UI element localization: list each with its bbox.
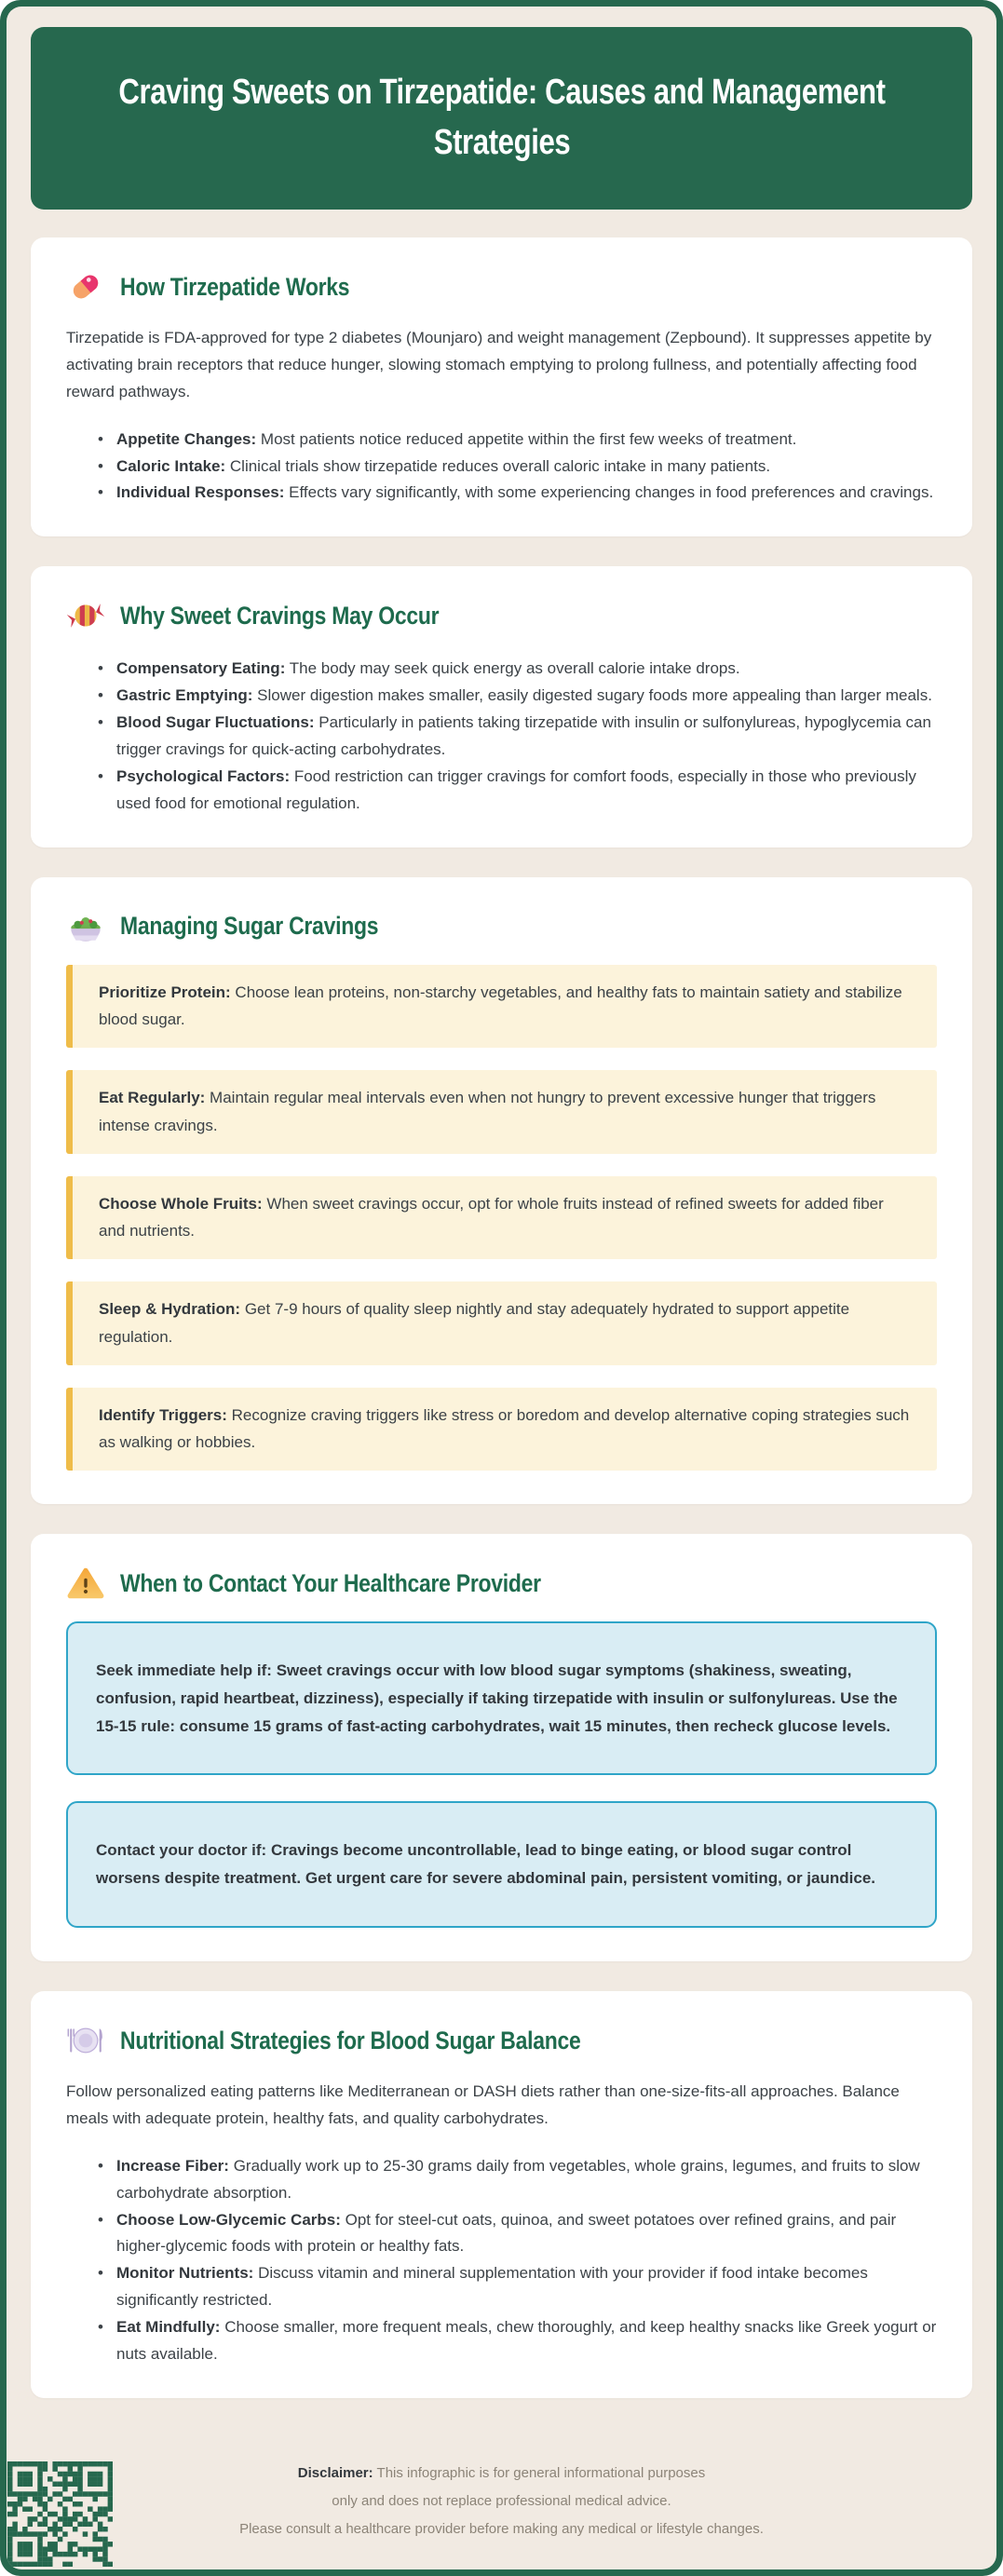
tip-label: Sleep & Hydration:: [99, 1300, 241, 1319]
list-item: [98, 2260, 937, 2314]
item-text: Choose smaller, more frequent meals, chew thoroughly, and keep healthy snacks like Greek yogurt or nuts available.: [116, 2318, 937, 2363]
disclaimer-line: Disclaimer: This infographic is for general informational purposes: [297, 2464, 706, 2481]
item-text: Gradually work up to 25-30 grams daily from vegetables, whole grains, legumes, and fruits to slow carbohydrate absorption.: [116, 2156, 920, 2202]
item-text: Opt for steel-cut oats, quinoa, and sweet potatoes over refined grains, and pair higher-glycemic foods with protein or healthy fats.: [116, 2210, 897, 2256]
tip-label: Identify Triggers:: [99, 1405, 227, 1424]
list-item: [98, 710, 937, 764]
section-nutritional-strategies: [31, 1991, 972, 2398]
section-title: Managing Sugar Cravings: [120, 912, 379, 941]
tip-box: [66, 1070, 937, 1154]
list-item: [98, 2153, 937, 2207]
item-text: Clinical trials show tirzepatide reduces overall caloric intake in many patients.: [229, 456, 771, 475]
list-item: [98, 480, 937, 507]
section-intro: Tirzepatide is FDA-approved for type 2 diabetes (Mounjaro) and weight management (Zepbound). It suppresses appetite by activating brain receptors that reduce hunger, slowing stomach emptying to prolong fullness, and potentially affecting food reward pathways.: [66, 329, 932, 400]
list-item: [98, 656, 937, 683]
item-text: The body may seek quick energy as overall calorie intake drops.: [289, 659, 740, 678]
tip-text: Choose lean proteins, non-starchy vegetables, and healthy fats to maintain satiety and stabilize blood sugar.: [99, 983, 902, 1029]
alert-text: Sweet cravings occur with low blood sugar symptoms (shakiness, sweating, confusion, rapid heartbeat, dizziness), especially if taking tirzepatide with insulin or sulfonylureas. Use the 15-15 rule: consume 15 grams of fast-acting carbohydrates, wait 15 minutes, then recheck glucose levels.: [96, 1661, 898, 1735]
item-label: Individual Responses:: [116, 483, 285, 502]
tip-text: Maintain regular meal intervals even when not hungry to prevent excessive hunger that triggers intense cravings.: [99, 1089, 876, 1134]
item-label: Gastric Emptying:: [116, 686, 253, 705]
section-heading: [66, 907, 937, 946]
item-label: Caloric Intake:: [116, 456, 226, 475]
section-how-tirzepatide-works: [31, 237, 972, 536]
tip-label: Prioritize Protein:: [99, 983, 231, 1001]
plate-icon: [66, 2021, 105, 2060]
disclaimer-label: Disclaimer:: [297, 2464, 373, 2481]
list-item: [98, 2314, 937, 2368]
item-label: Monitor Nutrients:: [116, 2264, 254, 2283]
page-canvas: [7, 7, 996, 2569]
tip-box: [66, 1176, 937, 1260]
qr-code-icon: [7, 2461, 113, 2567]
bullet-list: [66, 656, 937, 817]
alert-label: Contact your doctor if:: [96, 1841, 267, 1860]
alert-text: Cravings become uncontrollable, lead to binge eating, or blood sugar control worsens despite treatment. Get urgent care for severe abdominal pain, persistent vomiting, or jaundice.: [96, 1841, 875, 1888]
section-title: Nutritional Strategies for Blood Sugar Balance: [120, 2026, 581, 2054]
section-title: Why Sweet Cravings May Occur: [120, 602, 440, 630]
list-item: [98, 427, 937, 454]
item-label: Choose Low-Glycemic Carbs:: [116, 2210, 341, 2229]
section-title: How Tirzepatide Works: [120, 272, 350, 301]
disclaimer-line: Please consult a healthcare provider before making any medical or lifestyle changes.: [239, 2520, 764, 2537]
tip-box: [66, 965, 937, 1049]
item-label: Psychological Factors:: [116, 766, 291, 785]
item-text: Particularly in patients taking tirzepatide with insulin or sulfonylureas, hypoglycemia can trigger cravings for quick-acting carbohydrates.: [116, 713, 931, 759]
list-item: [98, 683, 937, 710]
item-text: Slower digestion makes smaller, easily digested sugary foods more appealing than larger meals.: [257, 686, 932, 705]
item-label: Increase Fiber:: [116, 2156, 229, 2175]
list-item: [98, 454, 937, 481]
alert-box: [66, 1621, 937, 1775]
item-text: Food restriction can trigger cravings for comfort foods, especially in those who previously used food for emotional regulation.: [116, 766, 916, 812]
page-title: Craving Sweets on Tirzepatide: Causes and Management Strategies: [117, 73, 886, 162]
section-heading: [66, 596, 937, 635]
item-text: Discuss vitamin and mineral supplementation with your provider if food intake becomes significantly restricted.: [116, 2264, 868, 2310]
section-managing-sugar-cravings: [31, 877, 972, 1505]
tip-label: Choose Whole Fruits:: [99, 1194, 263, 1213]
item-label: Appetite Changes:: [116, 429, 257, 448]
alert-label: Seek immediate help if:: [96, 1661, 272, 1680]
pill-icon: [66, 267, 105, 306]
tip-text: Get 7-9 hours of quality sleep nightly and stay adequately hydrated to support appetite regulation.: [99, 1300, 850, 1346]
section-intro: Follow personalized eating patterns like Mediterranean or DASH diets rather than one-size-fits-all approaches. Balance meals with adequate protein, healthy fats, and quality carbohydrates.: [66, 2081, 900, 2127]
page-footer: [31, 2428, 972, 2569]
section-title: When to Contact Your Healthcare Provider: [120, 1568, 541, 1597]
bullet-list: [66, 2153, 937, 2368]
section-heading: [66, 267, 937, 306]
salad-icon: [66, 907, 105, 946]
section-contact-provider: [31, 1534, 972, 1961]
item-text: Most patients notice reduced appetite within the first few weeks of treatment.: [260, 429, 797, 448]
disclaimer: [31, 2428, 972, 2543]
tip-text: Recognize craving triggers like stress or boredom and develop alternative coping strategies such as walking or hobbies.: [99, 1405, 910, 1452]
item-text: Effects vary significantly, with some experiencing changes in food preferences and cravings.: [289, 483, 934, 502]
tip-box: [66, 1388, 937, 1471]
tip-label: Eat Regularly:: [99, 1089, 206, 1107]
disclaimer-line: only and does not replace professional medical advice.: [332, 2492, 671, 2509]
list-item: [98, 2207, 937, 2261]
list-item: [98, 764, 937, 818]
alert-box: [66, 1801, 937, 1928]
section-why-sweet-cravings: [31, 566, 972, 847]
warning-icon: [66, 1564, 105, 1603]
header-banner: [31, 27, 972, 210]
section-heading: [66, 2021, 937, 2060]
tip-box: [66, 1281, 937, 1365]
item-label: Blood Sugar Fluctuations:: [116, 713, 315, 732]
section-heading: [66, 1564, 937, 1603]
bullet-list: [66, 427, 937, 508]
item-label: Eat Mindfully:: [116, 2318, 221, 2337]
item-label: Compensatory Eating:: [116, 659, 286, 678]
tip-text: When sweet cravings occur, opt for whole fruits instead of refined sweets for added fiber and nutrients.: [99, 1194, 884, 1241]
candy-icon: [66, 596, 105, 635]
